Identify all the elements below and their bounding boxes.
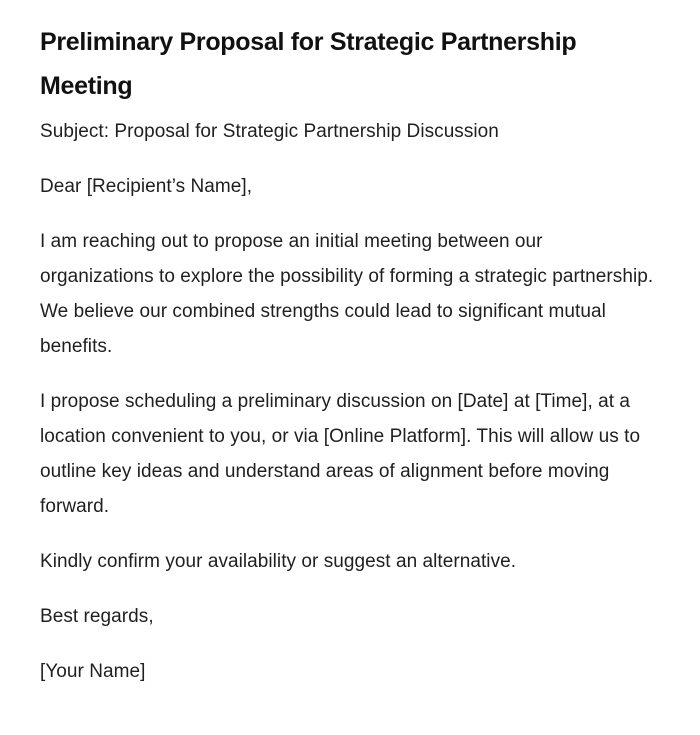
signature: [Your Name]: [40, 661, 146, 682]
body-paragraph-intro: I am reaching out to propose an initial meeting between our organizations to explore the possibility of forming a strategic partnership. We believe our combined strengths could lead to significant mutual benefits.: [40, 231, 654, 357]
closing: Best regards,: [40, 606, 154, 627]
document-body: [40, 20, 660, 689]
document-title: Preliminary Proposal for Strategic Partnership Meeting: [40, 28, 577, 100]
body-paragraph-schedule: I propose scheduling a preliminary discussion on [Date] at [Time], at a location convenient to you, or via [Online Platform]. This will allow us to outline key ideas and understand areas of alignment before moving forward.: [40, 391, 641, 517]
subject-line: Subject: Proposal for Strategic Partnership Discussion: [40, 121, 499, 142]
greeting: Dear [Recipient’s Name],: [40, 176, 253, 197]
body-paragraph-confirm: Kindly confirm your availability or suggest an alternative.: [40, 551, 517, 572]
